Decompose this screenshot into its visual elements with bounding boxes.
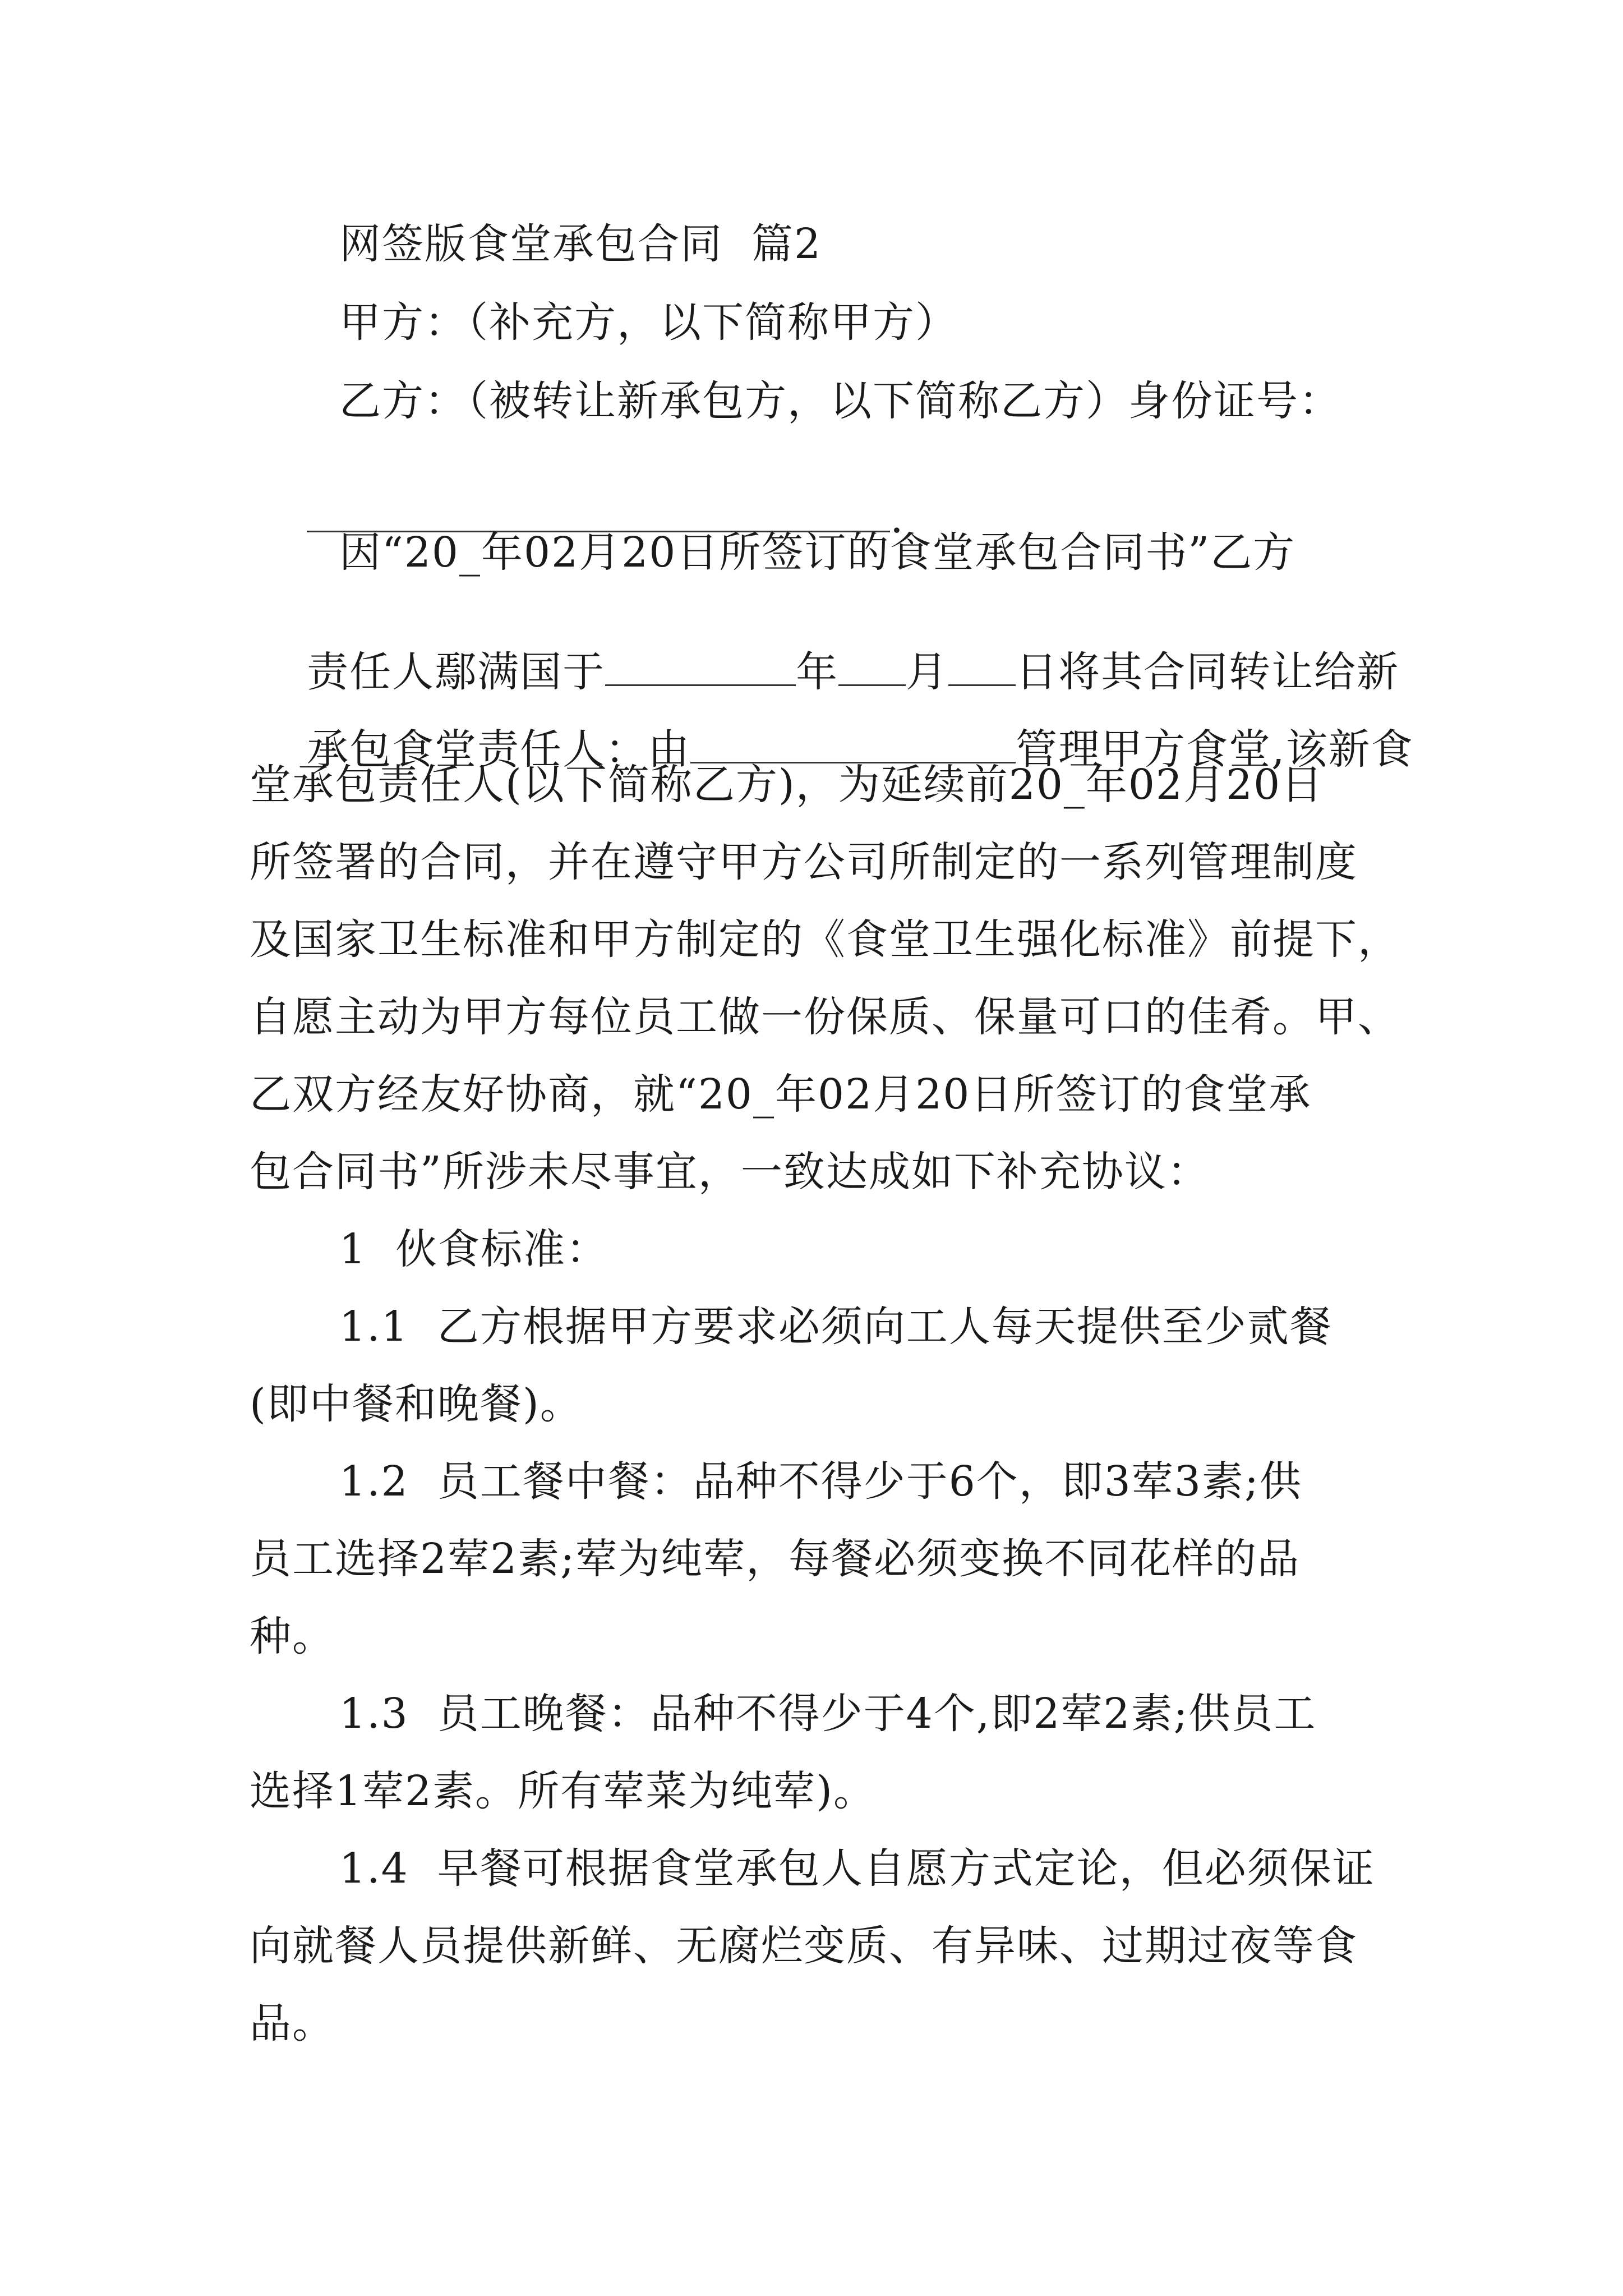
document-title: 网签版食堂承包合同 篇2 bbox=[339, 220, 822, 268]
id-line-end: . bbox=[890, 494, 905, 542]
p1-line-9: 包合同书”所涉未尽事宜，一致达成如下补充协议： bbox=[250, 1148, 1210, 1196]
s14-line-3: 品。 bbox=[250, 1999, 335, 2047]
p1-text: 责任人鄢满国于 bbox=[307, 648, 606, 696]
blank-year bbox=[605, 651, 796, 686]
p1-line-7: 自愿主动为甲方每位员工做一份保质、保量可口的佳肴。甲、 bbox=[250, 993, 1400, 1041]
blank-month bbox=[838, 651, 906, 686]
p1-line-5: 所签署的合同，并在遵守甲方公司所制定的一系列管理制度 bbox=[250, 838, 1358, 886]
s13-line-2: 选择1荤2素。所有荤菜为纯荤)。 bbox=[250, 1767, 877, 1815]
s14-line-2: 向就餐人员提供新鲜、无腐烂变质、有异味、过期过夜等食 bbox=[250, 1922, 1358, 1970]
s12-line-2: 员工选择2荤2素;荤为纯荤，每餐必须变换不同花样的品 bbox=[250, 1535, 1301, 1583]
s11-line-1: 1.1 乙方根据甲方要求必须向工人每天提供至少贰餐 bbox=[339, 1303, 1332, 1351]
blank-day bbox=[948, 651, 1016, 686]
section-1-heading: 1 伙食标准： bbox=[339, 1225, 609, 1273]
s12-line-3: 种。 bbox=[250, 1612, 335, 1660]
p1-text: 管理甲方食堂,该新食 bbox=[1016, 725, 1414, 774]
p1-line-1: 因“20_年02月20日所签订的食堂承包合同书”乙方 bbox=[339, 528, 1296, 577]
p1-year: 年 bbox=[796, 648, 839, 696]
blank-manager bbox=[690, 728, 1016, 763]
party-a-line: 甲方：（补充方，以下简称甲方） bbox=[339, 298, 958, 347]
p1-line-6: 及国家卫生标准和甲方制定的《食堂卫生强化标准》前提下， bbox=[250, 915, 1400, 964]
p1-line-4: 堂承包责任人(以下简称乙方)，为延续前20_年02月20日 bbox=[250, 761, 1324, 809]
s12-line-1: 1.2 员工餐中餐：品种不得少于6个，即3荤3素;供 bbox=[339, 1457, 1302, 1506]
id-number-blank bbox=[307, 497, 890, 532]
p1-text: 承包食堂责任人：由 bbox=[307, 725, 691, 774]
s14-line-1: 1.4 早餐可根据食堂承包人自愿方式定论，但必须保证 bbox=[339, 1844, 1375, 1893]
party-b-line: 乙方：（被转让新承包方，以下简称乙方）身份证号： bbox=[339, 377, 1341, 425]
s13-line-1: 1.3 员工晚餐：品种不得少于4个,即2荤2素;供员工 bbox=[339, 1690, 1317, 1738]
p1-month: 月 bbox=[906, 648, 949, 696]
s11-line-2: (即中餐和晚餐)。 bbox=[250, 1380, 583, 1428]
p1-line-8: 乙双方经友好协商，就“20_年02月20日所签订的食堂承 bbox=[250, 1070, 1312, 1119]
p1-day: 日将其合同转让给新 bbox=[1016, 648, 1400, 696]
